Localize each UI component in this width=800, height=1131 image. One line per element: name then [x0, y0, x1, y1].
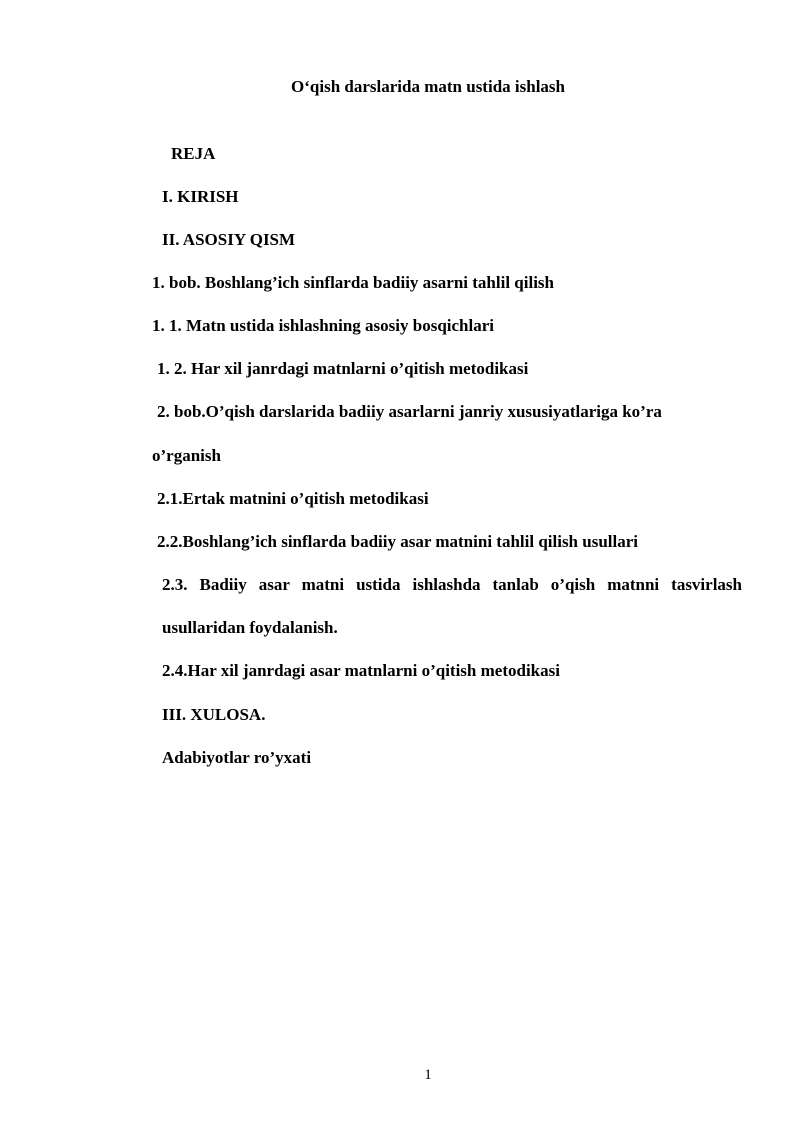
plan-item-introduction: I. KIRISH — [162, 187, 239, 206]
plan-item-section-2-3-continued: usullaridan foydalanish. — [162, 618, 338, 637]
plan-item-section-2-1: 2.1.Ertak matnini o’qitish metodikasi — [157, 489, 429, 508]
plan-item-main-part: II. ASOSIY QISM — [162, 230, 296, 249]
document-title: O‘qish darslarida matn ustida ishlash — [291, 77, 565, 96]
plan-item-section-2-3: 2.3. Badiiy asar matni ustida ishlashda tanlab o’qish matnni tasvirlash — [162, 575, 742, 594]
plan-item-section-2-4: 2.4.Har xil janrdagi asar matnlarni o’qitish metodikasi — [162, 661, 560, 680]
plan-heading: REJA — [171, 144, 216, 163]
plan-item-section-1-2: 1. 2. Har xil janrdagi matnlarni o’qitish metodikasi — [157, 359, 529, 378]
plan-item-chapter-2-continued: o’rganish — [152, 446, 221, 465]
page-number: 1 — [424, 1067, 432, 1083]
plan-item-section-2-2: 2.2.Boshlang’ich sinflarda badiiy asar matnini tahlil qilish usullari — [157, 532, 639, 551]
plan-item-references: Adabiyotlar ro’yxati — [162, 748, 312, 767]
plan-item-chapter-1: 1. bob. Boshlang’ich sinflarda badiiy asarni tahlil qilish — [152, 273, 554, 292]
plan-item-section-1-1: 1. 1. Matn ustida ishlashning asosiy bosqichlari — [152, 316, 494, 335]
plan-item-chapter-2: 2. bob.O’qish darslarida badiiy asarlarni janriy xususiyatlariga ko’ra — [157, 402, 662, 421]
plan-item-conclusion: III. XULOSA. — [162, 705, 266, 724]
